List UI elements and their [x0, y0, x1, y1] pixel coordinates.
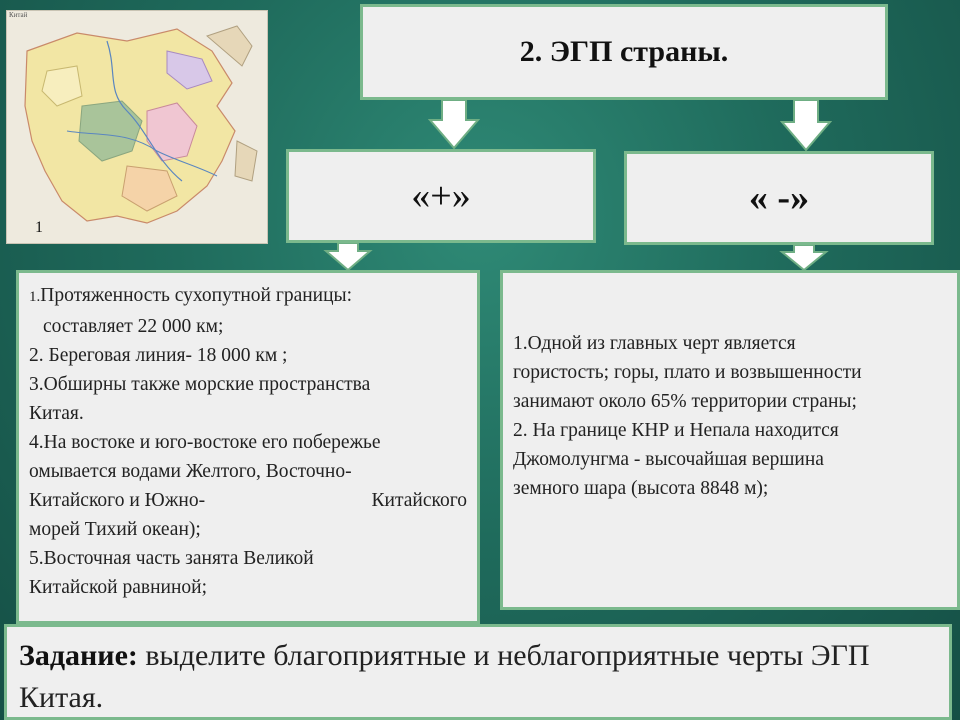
list-item: 4.На востоке и юго-востоке его побережье: [29, 432, 381, 453]
list-item: 5.Восточная часть занята Великой: [29, 548, 314, 569]
china-map-image: [6, 10, 268, 244]
list-item: Джомолунгма - высочайшая вершина: [513, 449, 824, 470]
list-item: Китайского и Южно- Китайского: [29, 490, 467, 511]
map-drawing: [7, 11, 267, 243]
list-item: Китая.: [29, 403, 84, 424]
advantages-list: [16, 270, 480, 624]
arrow-down-icon: [780, 100, 832, 152]
title-box: [360, 4, 888, 100]
list-item: омывается водами Желтого, Восточно-: [29, 461, 352, 482]
list-item: 1.Одной из главных черт является: [513, 333, 796, 354]
list-item: занимают около 65% территории страны;: [513, 391, 857, 412]
advantages-header-box: [286, 149, 596, 243]
task-text: выделите благоприятные и неблагоприятные черты ЭГП Китая.: [19, 639, 870, 714]
arrow-down-icon: [428, 100, 480, 150]
list-item: морей Тихий океан);: [29, 519, 201, 540]
disadvantages-header-box: [624, 151, 934, 245]
map-corner-tag: Китай: [9, 11, 28, 19]
list-item: земного шара (высота 8848 м);: [513, 478, 769, 499]
map-number: 1: [35, 219, 43, 236]
list-item: 3.Обширны также морские пространства: [29, 374, 371, 395]
list-item: гористость; горы, плато и возвышенности: [513, 362, 862, 383]
arrow-down-icon: [322, 243, 374, 271]
disadvantages-list: [500, 270, 960, 610]
arrow-down-icon: [778, 245, 830, 271]
list-item: Китайской равниной;: [29, 577, 208, 598]
list-item: 2. На границе КНР и Непала находится: [513, 420, 839, 441]
plus-label: «+»: [411, 175, 471, 217]
page-title: 2. ЭГП страны.: [519, 35, 729, 68]
list-item: 1.Протяженность сухопутной границы:: [29, 285, 353, 306]
list-item: 2. Береговая линия- 18 000 км ;: [29, 345, 288, 366]
minus-label: « -»: [748, 177, 810, 219]
list-item: составляет 22 000 км;: [43, 316, 224, 337]
task-label: Задание:: [19, 639, 138, 672]
task-box: [4, 624, 952, 720]
